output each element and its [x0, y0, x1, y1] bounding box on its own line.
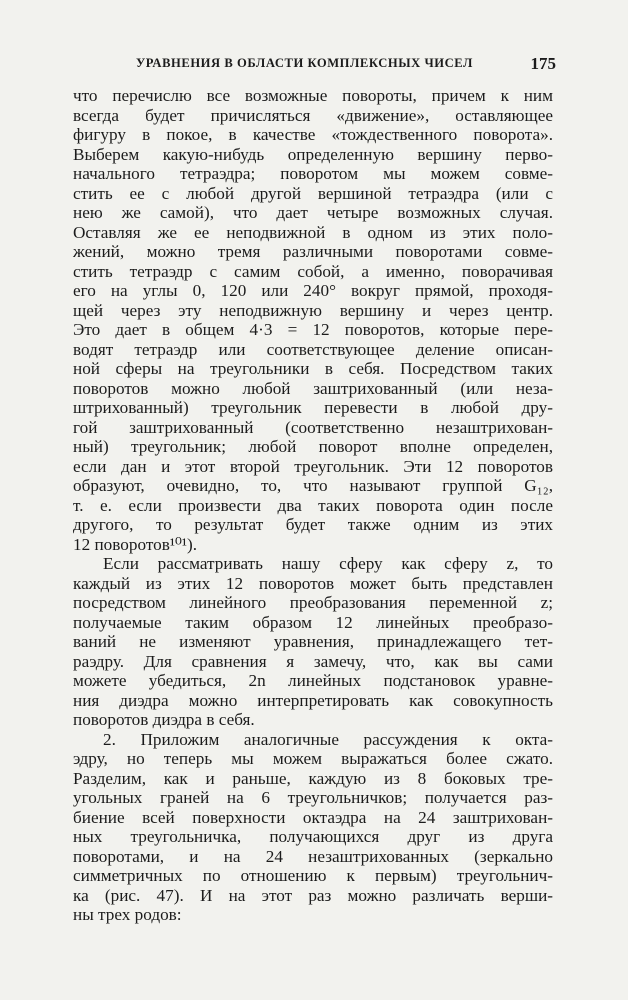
text-line: 2. Приложим аналогичные рассуждения к окта-: [103, 729, 553, 749]
text-line: начального тетраэдра; поворотом мы можем совме-: [73, 164, 553, 183]
text-line: каждый из этих 12 поворотов может быть представлен: [73, 573, 553, 593]
body-text: [73, 86, 553, 925]
text-line: гой заштрихованный (соответственно незаштрихован-: [73, 417, 553, 437]
text-line: жений, можно тремя различными поворотами совме-: [73, 242, 553, 261]
text-line: поворотами, и на 24 незаштрихованных (зеркально: [73, 846, 553, 866]
text-line: фигуру в покое, в качестве «тождественного поворота».: [73, 125, 553, 144]
text-line: если дан и этот второй треугольник. Эти 12 поворотов: [73, 456, 553, 476]
text-line: угольных граней на 6 треугольничков; получается раз-: [73, 788, 553, 807]
text-line: щей через эту неподвижную вершину и через центр.: [73, 300, 553, 320]
text-line: всегда будет причисляться «движение», оставляющее: [73, 105, 553, 125]
text-line: нею же самой), что дает четыре возможных случая.: [73, 203, 553, 222]
text-line: биение всей поверхности октаэдра на 24 заштрихован-: [73, 807, 553, 827]
text-line: что перечислю все возможные повороты, причем к ним: [73, 86, 553, 105]
text-line: другого, то результат будет также одним из этих: [73, 515, 553, 534]
page-header: [136, 56, 556, 80]
text-line: ка (рис. 47). И на этот раз можно различать верши-: [73, 885, 553, 905]
text-line: Это дает в общем 4·3 = 12 поворотов, которые пере-: [73, 320, 553, 339]
text-line: Разделим, как и раньше, каждую из 8 боковых тре-: [73, 768, 553, 788]
text-line: эдру, но теперь мы можем выражаться более сжато.: [73, 749, 553, 768]
text-line: его на углы 0, 120 или 240° вокруг прямой, проходя-: [73, 281, 553, 300]
text-line: Если рассматривать нашу сферу как сферу z, то: [103, 554, 553, 573]
text-line: ния диэдра можно интерпретировать как совокупность: [73, 690, 553, 710]
text-line: можете убедиться, 2n линейных подстановок уравне-: [73, 671, 553, 690]
text-line: ных треугольничка, получающихся друг из друга: [73, 827, 553, 846]
text-line: ный) треугольник; любой поворот вполне определен,: [73, 437, 553, 456]
text-line: поворотов можно любой заштрихованный (или неза-: [73, 378, 553, 398]
text-line: т. е. если произвести два таких поворота один после: [73, 495, 553, 515]
text-line: получаемые таким образом 12 линейных преобразо-: [73, 612, 553, 632]
text-line: стить ее с любой другой вершиной тетраэдра (или с: [73, 183, 553, 203]
text-line: Выберем какую-нибудь определенную вершину перво-: [73, 144, 553, 164]
text-line: стить тетраэдр с самим собой, а именно, поворачивая: [73, 261, 553, 281]
text-line: посредством линейного преобразования переменной z;: [73, 593, 553, 612]
text-line: раэдру. Для сравнения я замечу, что, как вы сами: [73, 651, 553, 671]
text-line: водят тетраэдр или соответствующее деление описан-: [73, 339, 553, 359]
text-line: симметричных по отношению к первым) треугольнич-: [73, 866, 553, 885]
text-line: образуют, очевидно, то, что называют группой G₁₂,: [73, 476, 553, 495]
text-line: ной сферы на треугольники в себя. Посредством таких: [73, 359, 553, 378]
text-line: поворотов диэдра в себя.: [73, 710, 255, 729]
page-number: 175: [530, 54, 556, 73]
text-line: ваний не изменяют уравнения, принадлежащего тет-: [73, 632, 553, 651]
text-line: штрихованный) треугольник перевести в любой дру-: [73, 398, 553, 417]
running-title: УРАВНЕНИЯ В ОБЛАСТИ КОМПЛЕКСНЫХ ЧИСЕЛ: [136, 56, 473, 70]
text-line: ны трех родов:: [73, 905, 182, 924]
text-line: 12 поворотов¹⁰¹).: [73, 534, 198, 554]
text-line: Оставляя же ее неподвижной в одном из этих поло-: [73, 222, 553, 242]
